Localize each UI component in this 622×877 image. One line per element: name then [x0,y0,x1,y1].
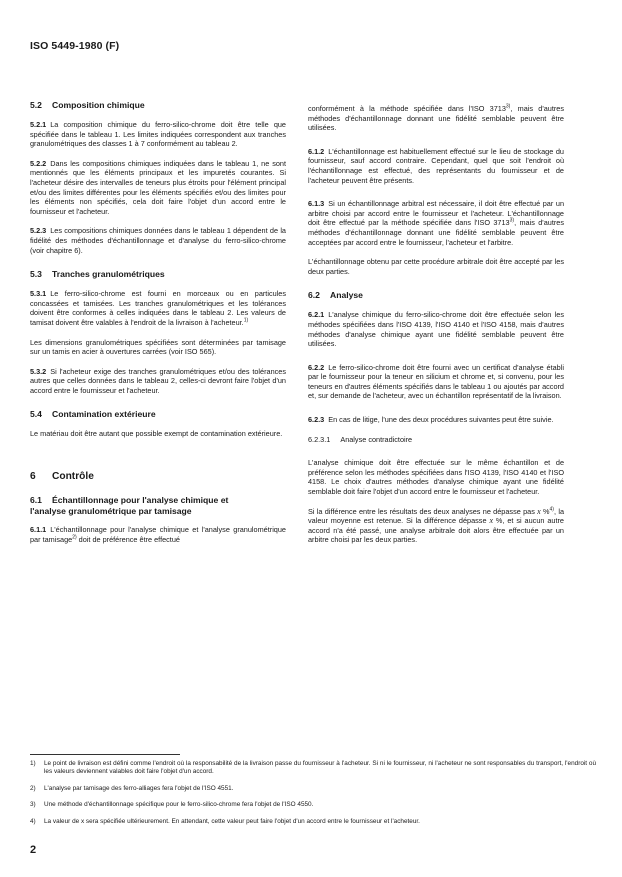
paragraph-text-cont: , mais d'autres méthodes d'échantillonnage donnant une fidélité semblable peuvent être acceptées par accord entre le fournisseur, l'acheteur et l'arbitre. [308,218,564,247]
document-header: ISO 5449-1980 (F) [30,40,120,52]
section-number: 5.4 [30,409,42,420]
subsection-6-2-3-1-heading [308,435,564,445]
footnote-text: Une méthode d'échantillonnage spécifique pour le ferro-silico-chrome fera l'objet de l'ISO 4550. [44,801,314,809]
paragraph-5-2-1 [30,120,286,149]
footnote-mark: 3) [30,801,36,809]
footnote-text: L'analyse par tamisage des ferro-alliages fera l'objet de l'ISO 4551. [44,784,234,792]
paragraph-text: Le ferro-silico-chrome doit être fourni avec un certificat d'analyse établi par le fournisseur pour la teneur en silicium et chrome et, si convenu, pour les teneurs en d'autres éléments spécifiés dans le tableau 1 ou ajoutés par accord et, sur demande de l'acheteur, avec un échantillon représentatif de la livraison. [308,362,564,401]
paragraph-6-2-3-1: L'analyse chimique doit être effectuée sur le même échantillon et de préférence selon les méthodes spécifiées dans l'ISO 4139, l'ISO 4140 et l'ISO 4158. Le choix d'autres méthodes d'analyse chimique ayant une fidélité semblable doit faire l'objet d'un accord entre le fournisseur et l'acheteur. [308,458,564,497]
section-title-line-2: l'analyse granulométrique par tamisage [30,506,192,517]
paragraph-text-cont2: %, et si aucun autre accord n'a été passé, une analyse arbitrale doit alors être effectuée par un arbitre choisi par les deux parties. [308,516,564,545]
paragraph-number: 6.2.3 [308,415,325,425]
paragraph-5-2-3 [30,226,286,255]
footnotes [30,760,596,834]
section-number: 5.3 [30,269,42,280]
paragraph-6-1-1-cont [308,104,564,133]
paragraph-number: 6.2.3.1 [308,434,331,444]
footnote-divider [30,754,180,755]
paragraph-text: L'échantillonnage est habituellement effectué sur le lieu de stockage du fournisseur, sauf accord contraire. Cependant, quel que soit l'endroit où l'échantillonnage est effectué, des représentants du fournisseur et de l'acheteur peuvent être présents. [308,146,564,185]
paragraph-6-1-2 [308,147,564,185]
paragraph-6-2-2 [308,363,564,401]
footnote-mark: 4) [30,817,36,825]
footnote-3 [30,801,596,809]
chapter-title: Contrôle [52,471,94,483]
paragraph-6-1-3 [308,199,564,247]
section-6-2-heading [308,290,564,301]
footnote-ref: 2) [72,534,77,541]
section-number: 6.2 [308,290,320,301]
paragraph-number: 5.2.3 [30,226,47,236]
paragraph-number: 5.3.2 [30,366,47,376]
paragraph-5-2-2 [30,159,286,217]
paragraph-number: 6.2.1 [308,310,325,320]
section-title: Analyse [330,290,363,301]
footnote-text: La valeur de x sera spécifiée ultérieurement. En attendant, cette valeur peut faire l'objet d'un accord entre le fournisseur et l'acheteur. [44,817,420,825]
paragraph-text-cont: , mais d'autres méthodes d'échantillonnage donnant une fidélité semblable peuvent être utilisées. [308,104,564,133]
paragraph-6-1-1 [30,525,286,544]
paragraph-text: En cas de litige, l'une des deux procédures suivantes peut être suivie. [328,415,554,425]
section-number: 6.1 [30,495,42,506]
paragraph-text: Les compositions chimiques données dans le tableau 1 dépendent de la fidélité des méthodes d'échantillonnage et d'analyse du ferro-silico-chrome (voir chapitre 6). [30,226,286,255]
paragraph-6-2-3-1b [308,507,564,545]
paragraph-text-cont: doit de préférence être effectué [78,534,180,544]
percent-sign: % [543,506,550,516]
footnote-1 [30,760,596,777]
section-number: 5.2 [30,100,42,110]
paragraph-number: 6.1.3 [308,199,325,209]
paragraph-text: La composition chimique du ferro-silico-chrome doit être telle que spécifiée dans le tableau 1. Les limites indiquées correspondent aux tranches granulométriques des classes 1 à 7 conformément au tableau 2. [30,120,286,149]
footnote-ref: 1) [243,317,249,324]
paragraph-text: L'échantillonnage pour l'analyse chimique et l'analyse granulométrique par tamisage [30,525,286,544]
section-title: Composition chimique [52,100,145,110]
chapter-number: 6 [30,471,36,483]
paragraph-5-3-1b: Les dimensions granulométriques spécifiées sont déterminées par tamisage sur un tamis en acier à ouvertures carrées (voir ISO 565). [30,337,286,357]
section-title: Contamination extérieure [52,409,156,420]
paragraph-text: Si un échantillonnage arbitral est nécessaire, il doit être effectué par un arbitre choisi par accord entre le fournisseur et l'acheteur. L'échantillonnage doit être effectué par la méthode spécifiée dans l'ISO 3713 [308,199,564,228]
chapter-6-heading [30,471,286,483]
subsection-title: Analyse contradictoire [340,434,413,444]
paragraph-number: 6.1.2 [308,146,325,156]
paragraph-text: conformément à la méthode spécifiée dans l'ISO 3713 [308,104,506,113]
paragraph-text: L'analyse chimique du ferro-silico-chrome doit être effectuée selon les méthodes spécifiées dans l'ISO 4139, l'ISO 4140 et l'ISO 4158, mais d'autres méthodes d'analyse chimique ayant une fidélité semblable peuvent être utilisées. [308,310,564,349]
paragraph-text: Dans les compositions chimiques indiquées dans le tableau 1, ne sont mentionnés que les éléments principaux et les impuretés courantes. Si l'acheteur désire des intervalles de teneurs plus étroits pour l'élément principal et/ou des limites différentes pour les éléments spécifiés et/ou des limites pour les éléments non spécifiés, cela doit faire l'objet d'un accord entre le fournisseur et l'acheteur. [30,158,286,216]
paragraph-6-1-3b: L'échantillonnage obtenu par cette procédure arbitrale doit être accepté par les deux parties. [308,257,564,276]
paragraph-5-4: Le matériau doit être autant que possible exempt de contamination extérieure. [30,429,283,439]
section-5-2-heading [30,100,286,111]
paragraph-number: 5.3.1 [30,289,47,299]
right-column [308,104,564,555]
footnote-ref: 4) [549,506,554,513]
paragraph-5-3-2 [30,367,286,396]
paragraph-number: 5.2.1 [30,120,47,129]
left-column [30,100,286,554]
footnote-text: Le point de livraison est défini comme l'endroit où la responsabilité de la livraison passe du fournisseur à l'acheteur. Si ni le fournisseur, ni l'acheteur ne sont responsables du transport, l'endroit où les valeurs deviennent valables doit faire l'objet d'un accord. [44,760,596,776]
paragraph-text-cont: , la valeur moyenne est retenue. Si la différence dépasse [308,506,564,526]
section-6-1-heading [30,495,286,517]
paragraph-6-2-1 [308,310,564,348]
paragraph-number: 6.2.2 [308,362,325,372]
footnote-mark: 2) [30,784,36,792]
paragraph-number: 6.1.1 [30,525,47,535]
paragraph-text: Le ferro-silico-chrome est fourni en morceaux ou en particules concassées et tamisées. Les tranches granulométriques et les tolérances doivent être conformes à celles indiquées dans le tableau 2. Les valeurs de tamisat doivent être valables à l'endroit de la livraison à l'acheteur. [30,289,286,327]
footnote-2 [30,785,596,793]
section-5-3-heading [30,269,286,280]
variable-x: x [489,516,493,526]
section-title: Tranches granulométriques [52,269,165,280]
variable-x: x [537,506,541,516]
footnote-ref: 3) [509,217,515,224]
paragraph-text: Si l'acheteur exige des tranches granulométriques et/ou des tolérances autres que celles données dans le tableau 2, celles-ci devront faire l'objet d'un accord entre le fournisseur et l'acheteur. [30,366,286,395]
section-5-4-heading [30,409,286,420]
footnote-ref: 3) [505,103,511,110]
page-number: 2 [30,844,37,856]
footnote-mark: 1) [30,760,36,767]
paragraph-6-2-3 [308,415,564,425]
footnote-4 [30,818,596,826]
paragraph-5-3-1 [30,289,286,327]
section-title-line-1: Échantillonnage pour l'analyse chimique et [52,495,229,506]
paragraph-text: Si la différence entre les résultats des deux analyses ne dépasse pas [308,506,535,516]
paragraph-number: 5.2.2 [30,158,47,168]
